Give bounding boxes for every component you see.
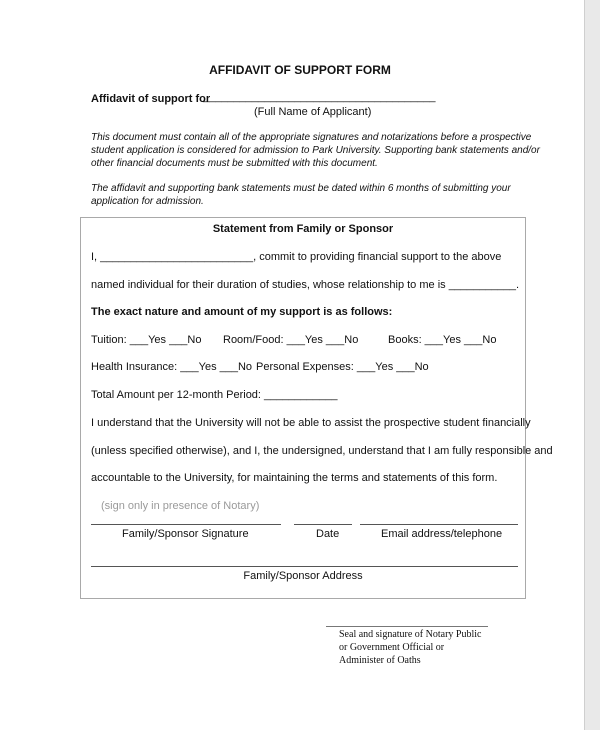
commit-line[interactable]: I, _________________________, commit to providing financial support to the above xyxy=(91,251,502,263)
sponsor-statement-box xyxy=(80,217,526,599)
affidavit-label: Affidavit of support for xyxy=(91,93,211,105)
date-requirement-line-1: The affidavit and supporting bank statements must be dated within 6 months of submitting your xyxy=(91,183,511,194)
support-nature-heading: The exact nature and amount of my support is as follows: xyxy=(91,306,393,318)
date-line[interactable] xyxy=(294,524,352,525)
applicant-name-field[interactable]: ______________________________________ xyxy=(203,91,436,103)
understand-line-2: (unless specified otherwise), and I, the undersigned, understand that I am fully responsible and xyxy=(91,445,553,457)
notary-line-2: or Government Official or xyxy=(339,642,445,653)
intro-line-1: This document must contain all of the appropriate signatures and notarizations before a prospective xyxy=(91,132,532,143)
intro-line-2: student application is considered for admission to Park University. Supporting bank statements and/or xyxy=(91,145,540,156)
email-line[interactable] xyxy=(360,524,518,525)
personal-expenses-option[interactable]: Personal Expenses: ___Yes ___No xyxy=(256,361,429,373)
health-insurance-option[interactable]: Health Insurance: ___Yes ___No xyxy=(91,361,253,373)
address-label: Family/Sponsor Address xyxy=(243,570,363,582)
tuition-option[interactable]: Tuition: ___Yes ___No xyxy=(91,334,202,346)
signature-line[interactable] xyxy=(91,524,281,525)
notary-line-1: Seal and signature of Notary Public xyxy=(339,629,482,640)
notary-signature-line[interactable] xyxy=(326,626,488,627)
date-label: Date xyxy=(316,528,340,540)
relationship-line[interactable]: named individual for their duration of studies, whose relationship to me is ___________. xyxy=(91,279,520,291)
email-label: Email address/telephone xyxy=(381,528,503,540)
notary-presence-note: (sign only in presence of Notary) xyxy=(101,500,260,512)
intro-line-3: other financial documents must be submitted with this document. xyxy=(91,158,378,169)
date-requirement-line-2: application for admission. xyxy=(91,196,204,207)
total-amount-line[interactable]: Total Amount per 12-month Period: ____________ xyxy=(91,389,338,401)
books-option[interactable]: Books: ___Yes ___No xyxy=(388,334,497,346)
address-line[interactable] xyxy=(91,566,518,567)
statement-heading: Statement from Family or Sponsor xyxy=(212,223,394,235)
full-name-caption: (Full Name of Applicant) xyxy=(254,106,372,118)
page-title: AFFIDAVIT OF SUPPORT FORM xyxy=(209,63,391,77)
room-food-option[interactable]: Room/Food: ___Yes ___No xyxy=(223,334,359,346)
understand-line-3: accountable to the University, for maintaining the terms and statements of this form. xyxy=(91,472,498,484)
notary-line-3: Administer of Oaths xyxy=(339,655,421,666)
signature-label: Family/Sponsor Signature xyxy=(122,528,249,540)
understand-line-1: I understand that the University will not be able to assist the prospective student financially xyxy=(91,417,531,429)
